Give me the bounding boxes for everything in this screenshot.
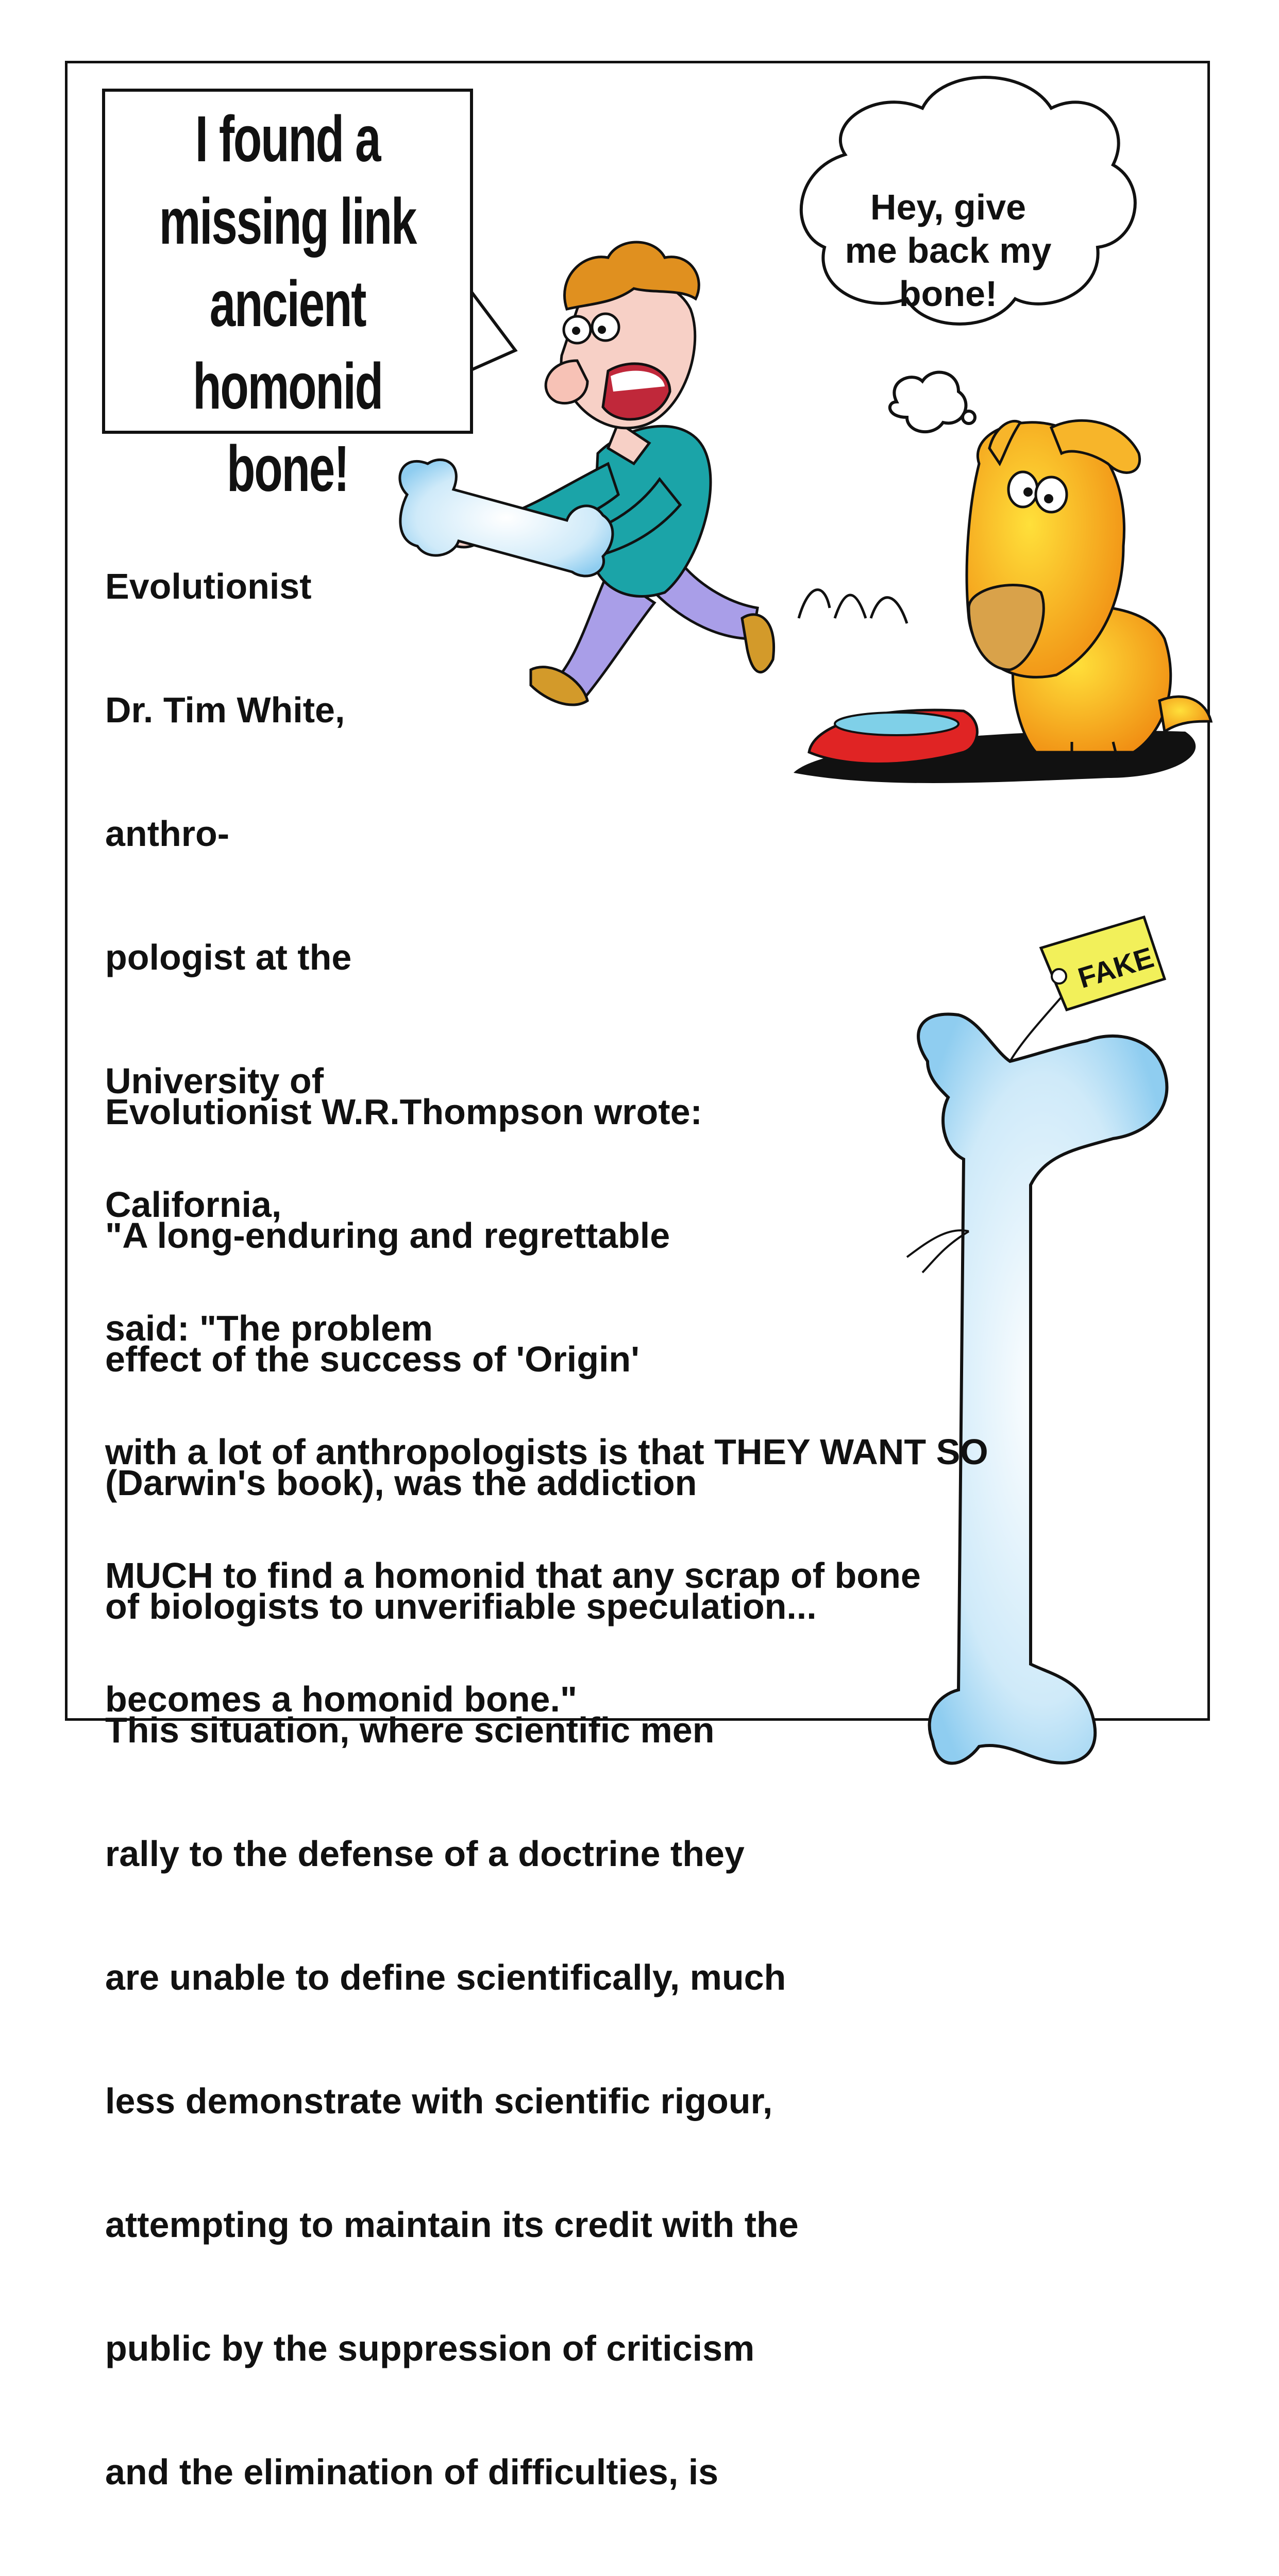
- quote-line: Evolutionist W.R.Thompson wrote:: [105, 1092, 702, 1132]
- thought-bubble-text: [814, 185, 1082, 315]
- speech-bubble-text: [154, 98, 421, 510]
- quote-line: [105, 2575, 817, 2576]
- thought-line: Hey, give: [870, 187, 1026, 227]
- quote-thompson: [105, 1009, 817, 2576]
- quote-line: This situation, where scientific men: [105, 1710, 715, 1750]
- quote-line: pologist at the: [105, 937, 352, 977]
- quote-line: of biologists to unverifiable speculation...: [105, 1586, 817, 1626]
- quote-line: and the elimination of difficulties, is: [105, 2452, 719, 2492]
- quote-line: said: "The problem: [105, 1308, 433, 1348]
- speech-line: ancient: [209, 267, 366, 340]
- quote-line: are unable to define scientifically, much: [105, 1957, 786, 1997]
- speech-line: homonid bone!: [193, 350, 382, 505]
- quote-line: University of: [105, 1061, 324, 1101]
- quote-line: less demonstrate with scientific rigour,: [105, 2081, 773, 2121]
- quote-line: MUCH to find a homonid that any scrap of bone: [105, 1555, 921, 1596]
- speech-line: I found a: [195, 103, 380, 175]
- dog: [967, 420, 1211, 762]
- quote-line: (Darwin's book), was the addiction: [105, 1463, 697, 1503]
- thought-line: me back my: [845, 230, 1052, 270]
- quote-line: effect of the success of 'Origin': [105, 1339, 639, 1379]
- quote-line: Dr. Tim White,: [105, 690, 345, 730]
- quote-line: Evolutionist: [105, 566, 312, 606]
- thought-line: bone!: [899, 274, 998, 314]
- speech-line: missing link: [159, 185, 416, 258]
- quote-line: public by the suppression of criticism: [105, 2328, 755, 2368]
- quote-line: with a lot of anthropologists is that THEY WANT SO: [105, 1432, 988, 1472]
- quote-line: rally to the defense of a doctrine they: [105, 1834, 745, 1874]
- quote-line: attempting to maintain its credit with the: [105, 2205, 799, 2245]
- fake-tag-label: FAKE: [1074, 941, 1157, 995]
- quote-line: anthro-: [105, 814, 230, 854]
- quote-line: "A long-enduring and regrettable: [105, 1215, 670, 1256]
- quote-line: California,: [105, 1184, 282, 1225]
- speech-bubble-tail: [469, 289, 515, 371]
- quote-line: becomes a homonid bone.": [105, 1679, 578, 1719]
